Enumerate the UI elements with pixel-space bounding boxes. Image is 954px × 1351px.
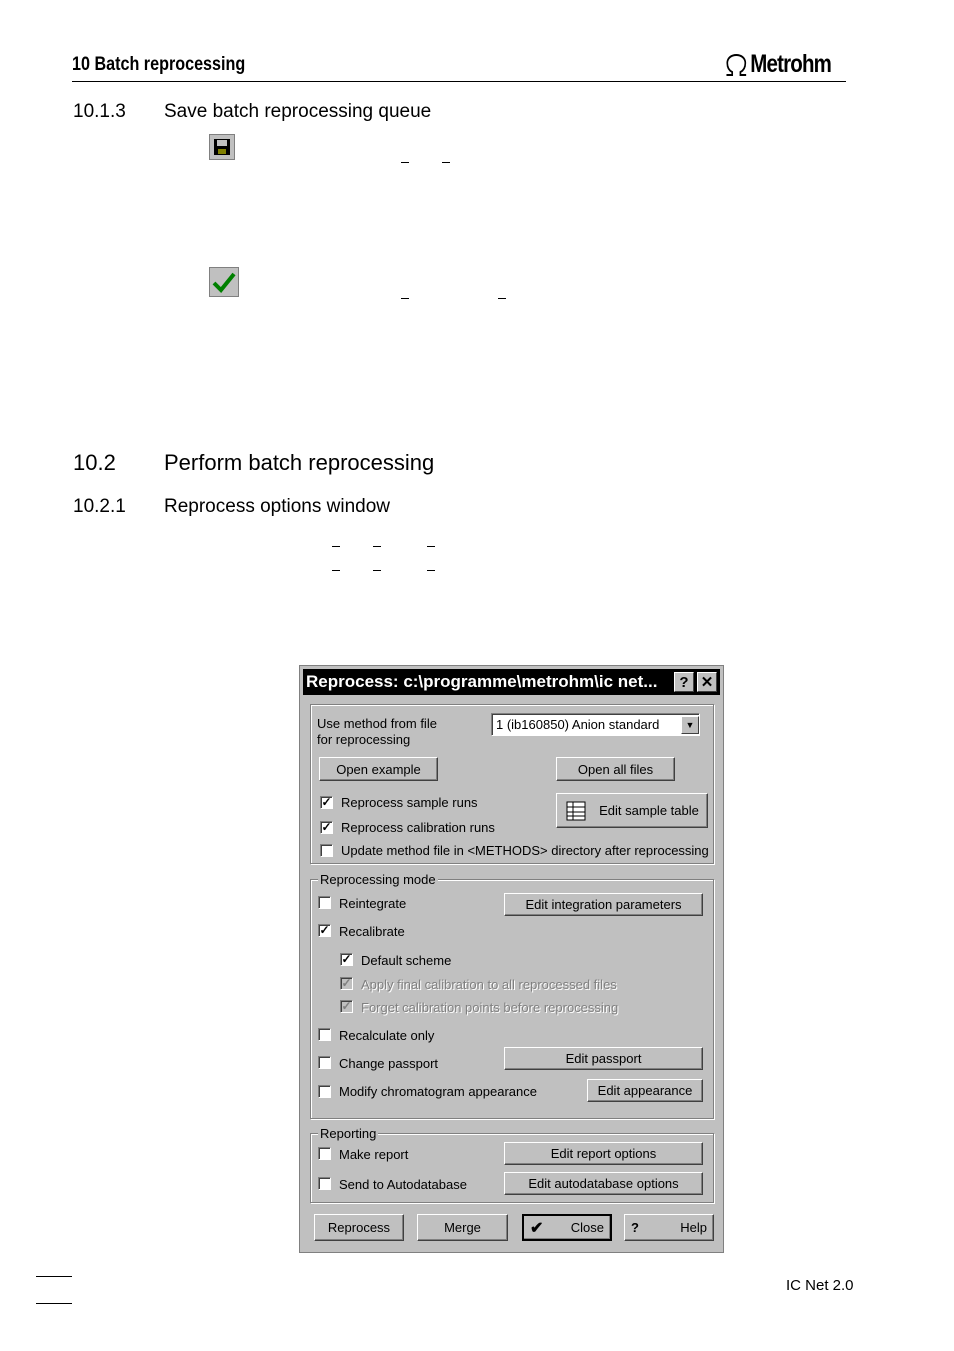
reprocess-calibration-runs-checkbox[interactable]: ✓ — [321, 820, 332, 834]
reprocessing-mode-legend: Reprocessing mode — [320, 872, 436, 887]
reprocess-sample-runs-label: Reprocess sample runs — [341, 795, 478, 810]
reprocess-sample-runs-checkbox[interactable]: ✓ — [321, 795, 332, 809]
make-report-checkbox[interactable] — [318, 1147, 331, 1160]
merge-button[interactable]: Merge — [417, 1214, 508, 1241]
method-select[interactable] — [491, 713, 700, 736]
reporting-legend: Reporting — [320, 1126, 377, 1141]
reprocess-calibration-runs-label: Reprocess calibration runs — [341, 820, 495, 835]
close-button[interactable] — [522, 1214, 612, 1241]
chevron-down-icon[interactable]: ▼ — [681, 716, 699, 734]
use-method-label: Use method from file — [317, 716, 437, 731]
default-scheme-checkbox[interactable]: ✓ — [341, 952, 352, 966]
underline-mark — [373, 570, 381, 571]
method-select-value: 1 (ib160850) Anion standard — [496, 717, 660, 732]
underline-mark — [332, 570, 340, 571]
check-icon: ✔ — [530, 1219, 544, 1237]
change-passport-checkbox[interactable] — [318, 1056, 331, 1069]
change-passport-label: Change passport — [339, 1056, 439, 1071]
question-icon: ? — [631, 1220, 639, 1235]
underline-mark — [373, 546, 381, 547]
save-icon — [209, 134, 235, 160]
underline-mark — [442, 162, 450, 163]
recalibrate-label: Recalibrate — [339, 924, 405, 939]
apply-final-calibration-checkbox: ✓ — [341, 976, 352, 990]
omega-logo-icon — [724, 53, 749, 77]
close-button-label: Close — [570, 1220, 604, 1235]
use-method-label-2: for reprocessing — [317, 732, 411, 747]
forget-calibration-points-checkbox: ✓ — [341, 999, 352, 1013]
recalculate-only-checkbox[interactable] — [318, 1028, 331, 1041]
apply-final-calibration-label: Apply final calibration to all reprocessed files — [361, 977, 617, 992]
modify-appearance-label: Modify chromatogram appearance — [339, 1084, 537, 1099]
edit-appearance-button[interactable]: Edit appearance — [587, 1079, 703, 1102]
section-title-10-2: Perform batch reprocessing — [164, 450, 435, 475]
help-button-label: Help — [680, 1220, 707, 1235]
edit-sample-table-button[interactable] — [556, 793, 708, 828]
edit-autodatabase-options-button[interactable]: Edit autodatabase options — [504, 1172, 703, 1195]
logo-text: Metrohm — [750, 50, 832, 78]
dialog-title: Reprocess: c:\programme\metrohm\ic net... — [306, 672, 658, 691]
forget-calibration-points-label: Forget calibration points before reprocessing — [361, 1000, 619, 1015]
edit-sample-table-label: Edit sample table — [599, 803, 699, 818]
section-number-10-2: 10.2 — [73, 450, 116, 475]
update-method-file-checkbox[interactable] — [320, 844, 333, 857]
footer-product: IC Net 2.0 — [786, 1277, 854, 1294]
open-example-button[interactable]: Open example — [319, 757, 438, 781]
default-scheme-label: Default scheme — [361, 953, 452, 968]
underline-mark — [498, 298, 506, 299]
table-icon — [565, 800, 587, 822]
reintegrate-label: Reintegrate — [339, 896, 407, 911]
recalibrate-checkbox[interactable]: ✓ — [319, 923, 330, 937]
modify-appearance-checkbox[interactable] — [318, 1085, 331, 1098]
open-all-files-button[interactable]: Open all files — [556, 757, 675, 781]
send-autodatabase-label: Send to Autodatabase — [339, 1177, 467, 1192]
make-report-label: Make report — [339, 1147, 409, 1162]
reprocess-dialog — [299, 665, 724, 1253]
close-title-button[interactable]: ✕ — [697, 672, 717, 692]
underline-mark — [427, 546, 435, 547]
dialog-titlebar[interactable] — [303, 669, 720, 695]
underline-mark — [401, 298, 409, 299]
section-title-10-2-1: Reprocess options window — [164, 496, 391, 517]
header-rule — [72, 81, 846, 82]
underline-mark — [427, 570, 435, 571]
footer-rule-bottom — [36, 1303, 72, 1304]
page-header-title: 10 Batch reprocessing — [72, 54, 246, 75]
update-method-file-label: Update method file in <METHODS> directory after reprocessing — [341, 843, 709, 858]
edit-integration-parameters-button[interactable]: Edit integration parameters — [504, 893, 703, 916]
section-title-10-1-3: Save batch reprocessing queue — [164, 101, 432, 122]
reprocess-button[interactable]: Reprocess — [314, 1214, 404, 1241]
edit-report-options-button[interactable]: Edit report options — [504, 1142, 703, 1165]
reintegrate-checkbox[interactable] — [318, 896, 331, 909]
send-autodatabase-checkbox[interactable] — [318, 1177, 331, 1190]
underline-mark — [332, 546, 340, 547]
help-title-button[interactable]: ? — [674, 672, 694, 692]
help-button[interactable] — [624, 1214, 714, 1241]
metrohm-logo — [724, 50, 831, 79]
footer-rule-top — [36, 1276, 72, 1277]
section-number-10-1-3: 10.1.3 — [73, 101, 126, 122]
underline-mark — [401, 162, 409, 163]
ok-check-icon — [209, 267, 239, 297]
recalculate-only-label: Recalculate only — [339, 1028, 435, 1043]
section-number-10-2-1: 10.2.1 — [73, 496, 126, 517]
edit-passport-button[interactable]: Edit passport — [504, 1047, 703, 1070]
